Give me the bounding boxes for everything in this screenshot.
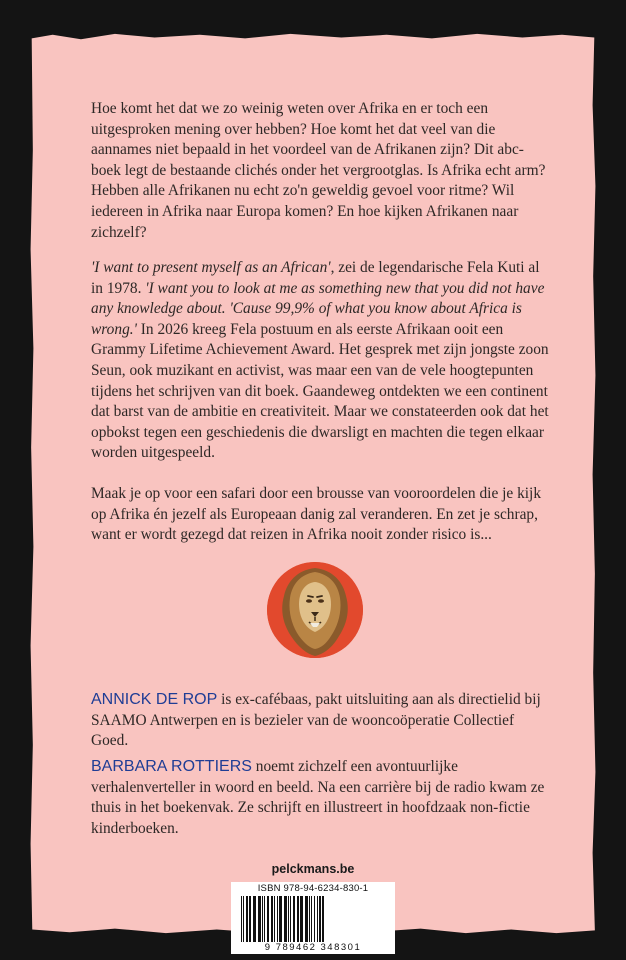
barcode-bar — [274, 896, 275, 942]
barcode-bar — [243, 896, 244, 942]
fela-quote-2: 'I want you to look at me as something new that you did not have any knowledge about. 'Cause 99,9% of what you know about Africa is wrong.' — [91, 279, 545, 338]
author-name-barbara: BARBARA ROTTIERS — [91, 758, 252, 775]
blurb-paragraph-3: Maak je op voor een safari door een brousse van vooroordelen die je kijk op Afrika én jezelf als Europeaan danig zal veranderen. En zet je schrap, want er wordt gezegd dat reizen in Afrika nooit zonder risico is... — [91, 485, 542, 544]
barcode-bar — [293, 896, 295, 942]
barcode-bar — [264, 896, 265, 942]
barcode-bar — [314, 896, 315, 942]
barcode-bar — [317, 896, 318, 942]
barcode-bar — [277, 896, 278, 942]
author-bio-text-barbara: noemt zichzelf een avontuurlijke verhalenverteller in woord en beeld. Na een carrière bij de radio kwam ze thuis in het boekenvak. Ze schrijft en illustreert in hoofdzaak non-fictie kinderboeken. — [91, 758, 545, 837]
barcode-bar — [311, 896, 312, 942]
isbn-barcode — [231, 882, 395, 954]
barcode-bar — [271, 896, 273, 942]
barcode-bar — [319, 896, 321, 942]
blurb-paragraph-2 — [91, 258, 551, 464]
barcode-bar — [241, 896, 242, 942]
barcode-bar — [246, 896, 248, 942]
blurb-paragraph-1: Hoe komt het dat we zo weinig weten over Afrika en er toch een uitgesproken mening over hebben? Hoe komt het dat veel van die aannames niet bepaald in het voordeel van de Afrikanen zijn? Dit abc-boek legt de bestaande clichés onder het vergrootglas. Is Afrika echt arm? Hebben alle Afrikanen nu echt zo'n geweldig gevoel voor ritme? Wil iedereen in Afrika naar Europa komen? En hoe kijken Afrikanen naar zichzelf? — [91, 100, 546, 241]
barcode-bar — [305, 896, 308, 942]
barcode-bar — [262, 896, 263, 942]
isbn-label: ISBN 978-94-6234-830-1 — [257, 883, 369, 894]
barcode-bar — [322, 896, 324, 942]
author-name-annick: ANNICK DE ROP — [91, 691, 218, 708]
lion-illustration — [267, 562, 363, 658]
barcode-bar — [297, 896, 299, 942]
blurb-text-2: In 2026 kreeg Fela postuum en als eerste Afrikaan ooit een Grammy Lifetime Achievement Award. Het gesprek met zijn jongste zoon Seun, ook muzikant en activist, was maar een van de vele hoogtepunten tijdens het schrijven van dit boek. Gaandeweg ontdekten we een continent dat barst van de ambitie en creativiteit. Maar we constateerden ook dat het opbokst tegen een geschiedenis die dwarsligt en machten die tegen elkaar worden uitgespeeld. — [91, 320, 549, 462]
publisher-url: pelckmans.be — [271, 862, 355, 876]
barcode-bars — [241, 896, 385, 942]
barcode-digits: 9 789462 348301 — [264, 942, 362, 953]
blurb-text-1: , zei de legendarische Fela Kuti al in 1978. — [91, 259, 540, 297]
barcode-bar — [249, 896, 251, 942]
lion-icon — [267, 562, 363, 658]
barcode-bar — [253, 896, 256, 942]
author-bio-barbara — [91, 757, 551, 839]
author-bio-text-annick: is ex-cafébaas, pakt uitsluiting aan als directielid bij SAAMO Antwerpen en is bezieler van de wooncoöperatie Collectief Goed. — [91, 691, 541, 750]
author-bio-annick — [91, 690, 551, 752]
barcode-bar — [258, 896, 261, 942]
barcode-bar — [300, 896, 303, 942]
barcode-bar — [290, 896, 291, 942]
barcode-bar — [309, 896, 310, 942]
fela-quote-1: 'I want to present myself as an African' — [91, 259, 331, 276]
barcode-bar — [288, 896, 289, 942]
barcode-bar — [267, 896, 269, 942]
barcode-bar — [284, 896, 287, 942]
barcode-bar — [279, 896, 282, 942]
